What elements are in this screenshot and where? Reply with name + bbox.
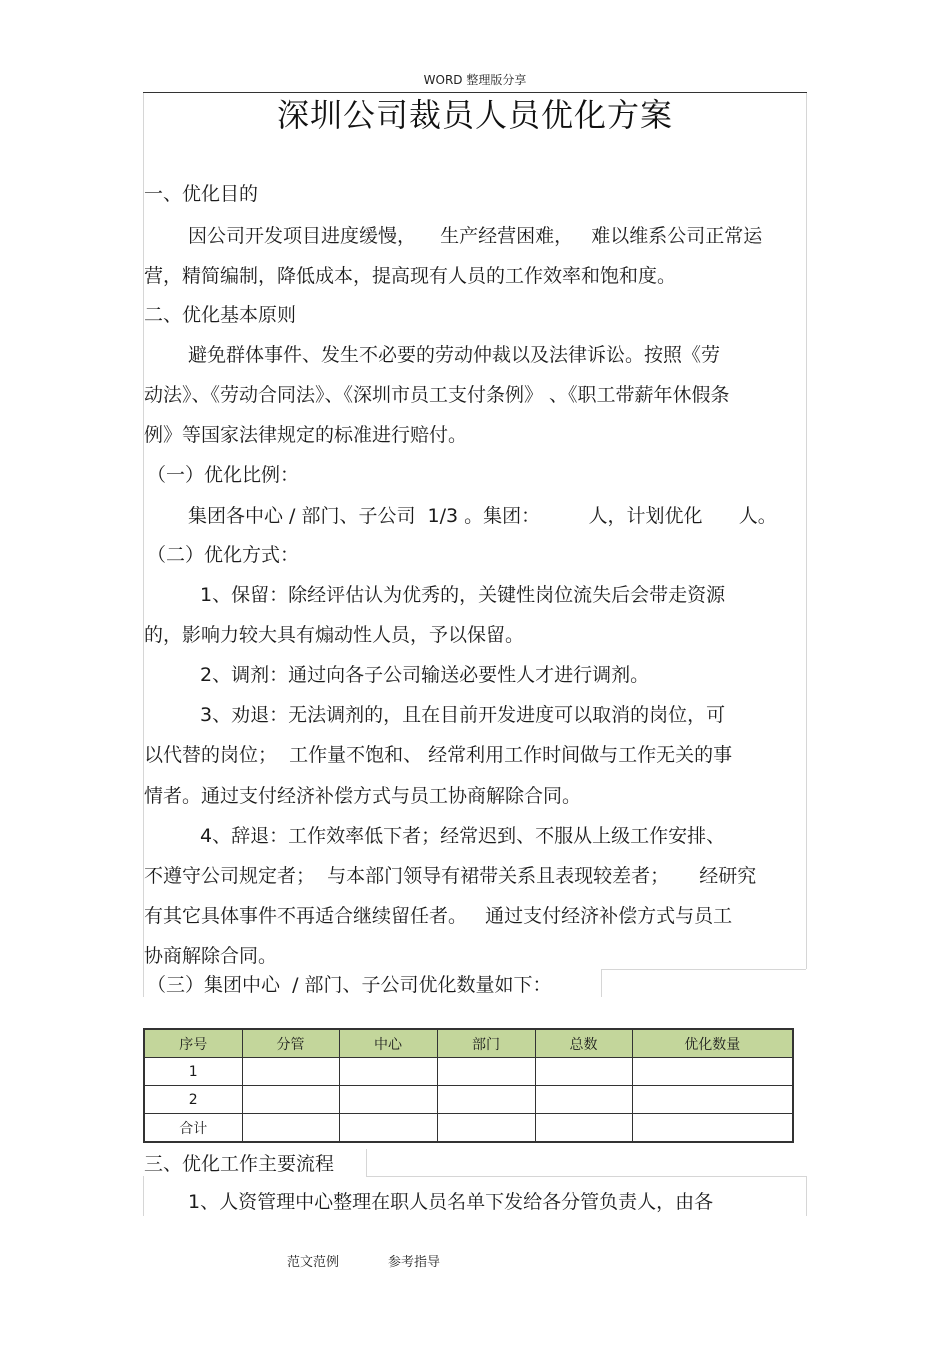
heading-section-1: 一、优化目的: [144, 183, 259, 205]
frame-line-sub: [601, 969, 602, 997]
heading-section-3: 三、优化工作主要流程: [144, 1153, 335, 1175]
paragraph-line: 集团各中心 / 部门、子公司 1/3 。集团： 人，计划优化 人。: [188, 505, 777, 527]
paragraph-line: 不遵守公司规定者； 与本部门领导有裙带关系且表现较差者； 经研究: [144, 865, 757, 887]
table-cell: [242, 1086, 339, 1114]
subheading-count: （三）集团中心 / 部门、子公司优化数量如下：: [147, 974, 552, 996]
frame-line-mid: [601, 969, 806, 970]
frame-line-right: [806, 93, 807, 969]
page-header: WORD 整理版分享: [423, 73, 527, 87]
frame-line-lower-v: [366, 1149, 367, 1176]
frame-line-lower: [366, 1176, 806, 1177]
paragraph-line: 例》等国家法律规定的标准进行赔付。: [144, 424, 468, 446]
table-cell: [535, 1114, 632, 1143]
table-header-cell: 分管: [242, 1029, 339, 1058]
table-cell: [339, 1058, 437, 1086]
paragraph-line: 4、辞退：工作效率低下者；经常迟到、不服从上级工作安排、: [200, 825, 726, 847]
table-header-cell: 部门: [437, 1029, 535, 1058]
paragraph-line: 情者。通过支付经济补偿方式与员工协商解除合同。: [144, 785, 582, 807]
table-cell: [632, 1114, 793, 1143]
frame-line-left: [143, 93, 144, 969]
table-cell: [339, 1114, 437, 1143]
paragraph-line: 因公司开发项目进度缓慢， 生产经营困难， 难以维系公司正常运: [188, 225, 763, 247]
table-row: [144, 1086, 793, 1114]
table-row: [144, 1058, 793, 1086]
table-header-cell: 序号: [144, 1029, 242, 1058]
table-header-cell: 中心: [339, 1029, 437, 1058]
paragraph-line: 3、劝退：无法调剂的，且在目前开发进度可以取消的岗位，可: [200, 704, 726, 726]
table-cell: 2: [144, 1086, 242, 1114]
paragraph-line: 营，精简编制，降低成本，提高现有人员的工作效率和饱和度。: [144, 265, 677, 287]
paragraph-line: 的，影响力较大具有煽动性人员，予以保留。: [144, 624, 525, 646]
table-cell: [535, 1086, 632, 1114]
frame-line-lower-left: [143, 1176, 144, 1216]
table-row: [144, 1114, 793, 1143]
table-cell: [632, 1058, 793, 1086]
table-header-row: [144, 1029, 793, 1058]
paragraph-line: 以代替的岗位； 工作量不饱和、 经常利用工作时间做与工作无关的事: [144, 744, 733, 766]
table-cell: [437, 1114, 535, 1143]
table-cell: [632, 1086, 793, 1114]
table-cell: [339, 1086, 437, 1114]
subheading-ratio: （一）优化比例：: [147, 464, 300, 486]
paragraph-line: 协商解除合同。: [144, 945, 278, 967]
subheading-method: （二）优化方式：: [147, 544, 300, 566]
table-cell: [242, 1058, 339, 1086]
paragraph-line: 1、保留：除经评估认为优秀的，关键性岗位流失后会带走资源: [200, 584, 726, 606]
table-cell: 合计: [144, 1114, 242, 1143]
optimization-count-table: [143, 1028, 794, 1143]
heading-section-2: 二、优化基本原则: [144, 304, 297, 326]
paragraph-line: 有其它具体事件不再适合继续留任者。 通过支付经济补偿方式与员工: [144, 905, 733, 927]
paragraph-line: 2、调剂：通过向各子公司输送必要性人才进行调剂。: [200, 664, 650, 686]
document-title: 深圳公司裁员人员优化方案: [276, 96, 673, 134]
footer-right: 参考指导: [388, 1255, 441, 1270]
paragraph-line: 动法》、《劳动合同法》、《深圳市员工支付条例》 、《职工带薪年休假条: [144, 384, 730, 406]
table-cell: [535, 1058, 632, 1086]
table-header-cell: 优化数量: [632, 1029, 793, 1058]
table-header-cell: 总数: [535, 1029, 632, 1058]
table-cell: [437, 1058, 535, 1086]
footer-left: 范文范例: [287, 1255, 340, 1270]
paragraph-line: 避免群体事件、发生不必要的劳动仲裁以及法律诉讼。按照《劳: [188, 344, 721, 366]
paragraph-line: 1、人资管理中心整理在职人员名单下发给各分管负责人，由各: [188, 1191, 714, 1213]
table-cell: [437, 1086, 535, 1114]
table-cell: [242, 1114, 339, 1143]
frame-line-lower-right: [806, 1176, 807, 1216]
frame-line-sub-left: [143, 969, 144, 997]
table-cell: 1: [144, 1058, 242, 1086]
